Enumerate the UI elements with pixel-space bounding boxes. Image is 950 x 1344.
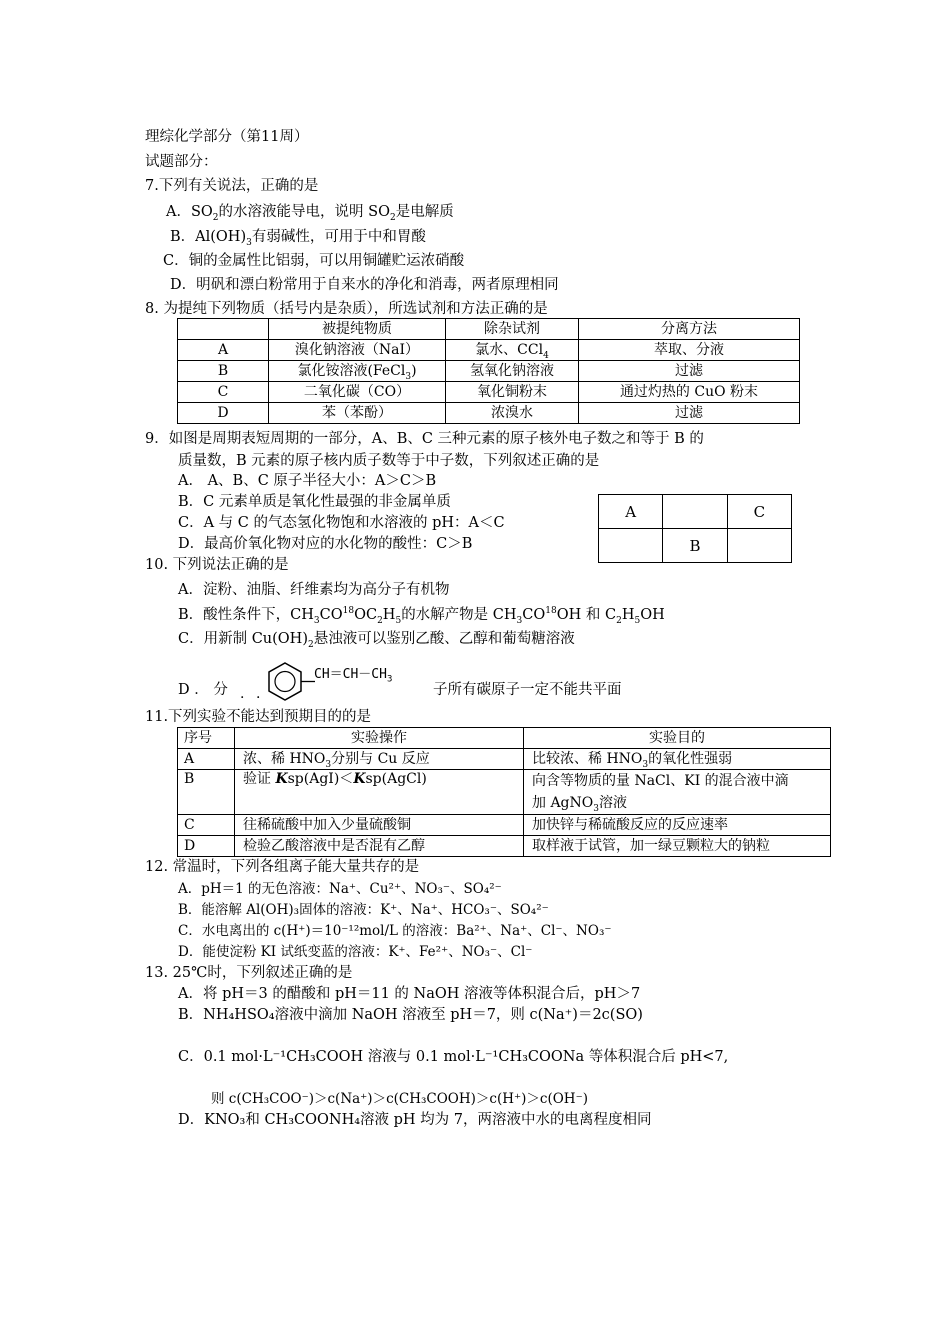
header-cell: 分离方法 [579, 319, 800, 340]
cell-substance: 苯（苯酚） [269, 403, 446, 424]
header-cell: 除杂试剂 [446, 319, 579, 340]
cell-aim: 取样液于试管，加一绿豆颗粒大的钠粒 [524, 836, 831, 857]
cell-reagent: 浓溴水 [446, 403, 579, 424]
emphasis-text: 不能 [226, 709, 256, 725]
q10-option-a: A．淀粉、油脂、纤维素均为高分子有机物 [178, 582, 450, 598]
emphasis-dot: · [240, 690, 245, 706]
propenyl-chain: $CH=CH-CH_3$ [314, 667, 393, 685]
q9-option-d: D．最高价氧化物对应的水化物的酸性：C＞B [178, 536, 473, 552]
row-key: A [178, 749, 235, 770]
table-row [178, 749, 831, 770]
cell-operation: 检验乙酸溶液中是否混有乙醇 [235, 836, 524, 857]
element-cell-empty [599, 529, 663, 563]
q10-option-d-text: 子所有碳原子一定不能共平面 [433, 682, 622, 698]
header-cell: 被提纯物质 [269, 319, 446, 340]
table-row [178, 815, 831, 836]
q13-option-b: B．NH₄HSO₄溶液中滴加 NaOH 溶液至 pH＝7，则 c(Na⁺)＝2c(SO) [178, 1007, 643, 1023]
q10-option-d-label: D ． 分 [178, 682, 228, 698]
q7-stem: 7.下列有关说法，正确的是 [145, 178, 319, 194]
table-header-row [178, 319, 800, 340]
header-cell: 实验目的 [524, 728, 831, 749]
row-key: B [178, 770, 235, 815]
element-cell-b: B [663, 529, 727, 563]
table-row [178, 340, 800, 361]
element-cell-empty [727, 529, 791, 563]
header-cell: 序号 [178, 728, 235, 749]
cell-method: 萃取、分液 [579, 340, 800, 361]
header-cell [178, 319, 269, 340]
table-row [178, 382, 800, 403]
q13-stem: 13. 25℃时，下列叙述正确的是 [145, 965, 353, 981]
row-key: C [178, 382, 269, 403]
q9-option-c: C．A 与 C 的气态氢化物饱和水溶液的 pH：A＜C [178, 515, 505, 531]
cell-aim: 加快锌与稀硫酸反应的反应速率 [524, 815, 831, 836]
q7-option-b: B．$Al(OH)_3$有弱碱性，可用于中和胃酸 [170, 229, 426, 248]
q13-option-c-cont: 则 c(CH₃COO⁻)＞c(Na⁺)＞c(CH₃COOH)＞c(H⁺)＞c(OH⁻) [211, 1091, 588, 1107]
q12-option-b: B．能溶解 Al(OH)₃固体的溶液：K⁺、Na⁺、HCO₃⁻、SO₄²⁻ [178, 902, 549, 918]
cell-reagent: 氧化铜粉末 [446, 382, 579, 403]
q11-stem: 11.下列实验不能达到预期目的的是 [145, 709, 372, 725]
cell-operation: 验证 Ksp(AgI)＜Ksp(AgCl) [235, 770, 524, 815]
q9-option-b: B．C 元素单质是氧化性最强的非金属单质 [178, 494, 451, 510]
cell-substance: 溴化钠溶液（NaI） [269, 340, 446, 361]
q12-option-c: C．水电离出的 c(H⁺)＝10⁻¹²mol/L 的溶液：Ba²⁺、Na⁺、Cl⁻、NO₃⁻ [178, 923, 612, 939]
q9-option-a: A． A、B、C 原子半径大小：A＞C＞B [178, 473, 437, 489]
section-label: 试题部分： [145, 154, 218, 170]
q12-option-d: D．能使淀粉 KI 试纸变蓝的溶液：K⁺、Fe²⁺、NO₃⁻、Cl⁻ [178, 944, 533, 960]
q7-option-d: D．明矾和漂白粉常用于自来水的净化和消毒，两者原理相同 [170, 277, 559, 293]
q13-option-d: D．KNO₃和 CH₃COONH₄溶液 pH 均为 7，两溶液中水的电离程度相同 [178, 1112, 652, 1128]
emphasis-dot: · [256, 690, 261, 706]
q7-option-a: A．$SO_2$的水溶液能导电，说明 $SO_2$是电解质 [166, 204, 454, 223]
cell-operation: 浓、稀 $HNO_3$分别与 Cu 反应 [235, 749, 524, 770]
q9-stem-line1: 9．如图是周期表短周期的一部分，A、B、C 三种元素的原子核外电子数之和等于 B 的 [145, 431, 704, 447]
cell-method: 过滤 [579, 403, 800, 424]
row-key: C [178, 815, 235, 836]
cell-operation: 往稀硫酸中加入少量硫酸铜 [235, 815, 524, 836]
table-row [178, 770, 831, 815]
q7-option-c: C．铜的金属性比铝弱，可以用铜罐贮运浓硝酸 [163, 253, 465, 269]
row-key: D [178, 403, 269, 424]
q13-option-c: C．0.1 mol·L⁻¹CH₃COOH 溶液与 0.1 mol·L⁻¹CH₃COONa 等体积混合后 pH<7, [178, 1049, 729, 1065]
q10-option-c: C．用新制 $Cu(OH)_2$悬浊液可以鉴别乙酸、乙醇和葡萄糖溶液 [178, 631, 575, 650]
q11-table [177, 727, 831, 857]
table-row [178, 836, 831, 857]
q13-option-a: A．将 pH＝3 的醋酸和 pH＝11 的 NaOH 溶液等体积混合后，pH＞7 [178, 986, 641, 1002]
row-key: B [178, 361, 269, 382]
cell-reagent: 氯水、CCl$_4$ [446, 340, 579, 361]
cell-method: 通过灼热的 CuO 粉末 [579, 382, 800, 403]
cell-method: 过滤 [579, 361, 800, 382]
cell-substance: 二氧化碳（CO） [269, 382, 446, 403]
q12-stem: 12. 常温时，下列各组离子能大量共存的是 [145, 859, 420, 875]
cell-reagent: 氢氧化钠溶液 [446, 361, 579, 382]
q10-option-b: B．酸性条件下，$CH_3CO^{18}OC_2H_5$的水解产物是 $CH_3CO^{18}OH$ 和 $C_2H_5OH$ [178, 606, 665, 626]
q12-option-a: A．pH＝1 的无色溶液：Na⁺、Cu²⁺、NO₃⁻、SO₄²⁻ [178, 881, 502, 897]
table-row [178, 403, 800, 424]
element-cell-empty [663, 495, 727, 529]
q8-table [177, 318, 800, 424]
q9-stem-line2: 质量数，B 元素的原子核内质子数等于中子数，下列叙述正确的是 [178, 453, 600, 469]
cell-substance: 氯化铵溶液(FeCl$_3$) [269, 361, 446, 382]
row-key: D [178, 836, 235, 857]
element-cell-c: C [727, 495, 791, 529]
row-key: A [178, 340, 269, 361]
element-cell-a: A [599, 495, 663, 529]
table-row [178, 361, 800, 382]
q10-stem: 10. 下列说法正确的是 [145, 557, 289, 573]
periodic-table-fragment [598, 494, 792, 563]
header-cell: 实验操作 [235, 728, 524, 749]
table-header-row [178, 728, 831, 749]
page-title: 理综化学部分（第11周） [145, 129, 309, 145]
cell-aim: 向含等物质的量 NaCl、KI 的混合液中滴 加 AgNO$_3$溶液 [524, 770, 831, 815]
cell-aim: 比较浓、稀 $HNO_3$的氧化性强弱 [524, 749, 831, 770]
q8-stem: 8. 为提纯下列物质（括号内是杂质），所选试剂和方法正确的是 [145, 301, 548, 317]
